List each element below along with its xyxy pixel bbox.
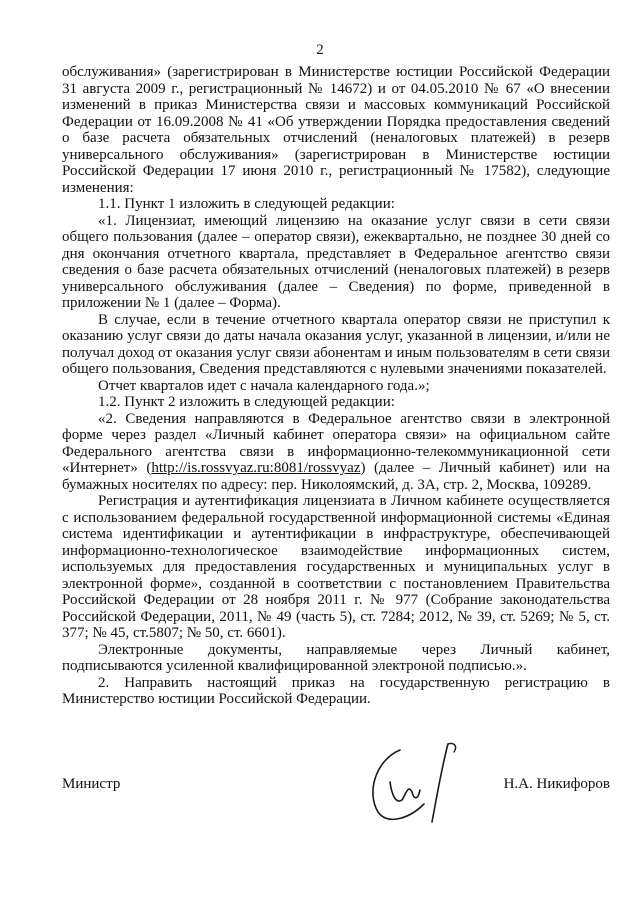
handwritten-signature-icon [362, 730, 482, 830]
paragraph: В случае, если в течение отчетного квартала оператор связи не приступил к оказанию услуг связи до даты начала оказания услуг, указанной в лицензии, и/или не получал доход от оказания услуг связи абонентам и иным пользователям в сети связи общего пользования, Сведения представляются с нулевыми значениями показателей. [62, 311, 610, 377]
signature-block [62, 760, 610, 820]
paragraph: «1. Лицензиат, имеющий лицензию на оказание услуг связи в сети связи общего пользования (далее – оператор связи), ежеквартально, не позднее 30 дней со дня окончания отчетного квартала, представляет в Федеральное агентство связи сведения о базе расчета обязательных отчислений (неналоговых платежей) в резерв универсального обслуживания (далее – Сведения) по форме, приведенной в приложении № 1 (далее – Форма). [62, 212, 610, 311]
paragraph: 1.2. Пункт 2 изложить в следующей редакции: [98, 394, 395, 410]
rossvyaz-link[interactable]: http://is.rossvyaz.ru:8081/rossvyaz [151, 460, 361, 476]
paragraph: 1.1. Пункт 1 изложить в следующей редакции: [98, 196, 395, 212]
paragraph: обслуживания» (зарегистрирован в Министерстве юстиции Российской Федерации 31 августа 2009 г., регистрационный № 14672) и от 04.05.2010 № 67 «О внесении изменений в приказ Министерства связи и массовых коммуникаций Российской Федерации от 16.09.2008 № 41 «Об утверждении Порядка предоставления сведений о базе расчета обязательных отчислений (неналоговых платежей) в резерв универсального обслуживания» (зарегистрирован в Министерстве юстиции Российской Федерации 17 июня 2010 г., регистрационный № 17582), следующие изменения: [62, 64, 610, 196]
page-number: 2 [316, 42, 324, 58]
document-body [62, 64, 610, 708]
signer-name: Н.А. Никифоров [503, 776, 610, 792]
paragraph: Электронные документы, направляемые через Личный кабинет, подписываются усиленной квалифицированной электроной подписью.». [62, 641, 610, 674]
signer-title: Министр [62, 776, 121, 792]
paragraph-text: ) (далее – Личный кабинет) или на бумажных носителях по адресу: пер. Николоямский, д. 3А, стр. 2, Москва, 109289. [62, 460, 610, 493]
paragraph-text: «2. Сведения направляются в Федеральное агентство связи в электронной форме через раздел «Личный кабинет оператора связи» на официальном сайте Федерального агентства связи в информационно-телекоммуникационной сети «Интернет» ( [62, 410, 610, 476]
paragraph: 2. Направить настоящий приказ на государственную регистрацию в Министерство юстиции Российской Федерации. [62, 674, 610, 707]
paragraph: Отчет кварталов идет с начала календарного года.»; [98, 377, 430, 394]
paragraph: Регистрация и аутентификация лицензиата в Личном кабинете осуществляется с использованием федеральной государственной информационной системы «Единая система идентификации и аутентификации в инфраструктуре, обеспечивающей информационно-технологическое взаимодействие информационных систем, используемых для предоставления государственных и муниципальных услуг в электронной форме», созданной в соответствии с постановлением Правительства Российской Федерации от 28 ноября 2011 г. № 977 (Собрание законодательства Российской Федерации, 2011, № 49 (часть 5), ст. 7284; 2012, № 39, ст. 5269; № 5, ст. 377; № 45, ст.5807; № 50, ст. 6601). [62, 493, 610, 641]
paragraph [62, 411, 610, 494]
